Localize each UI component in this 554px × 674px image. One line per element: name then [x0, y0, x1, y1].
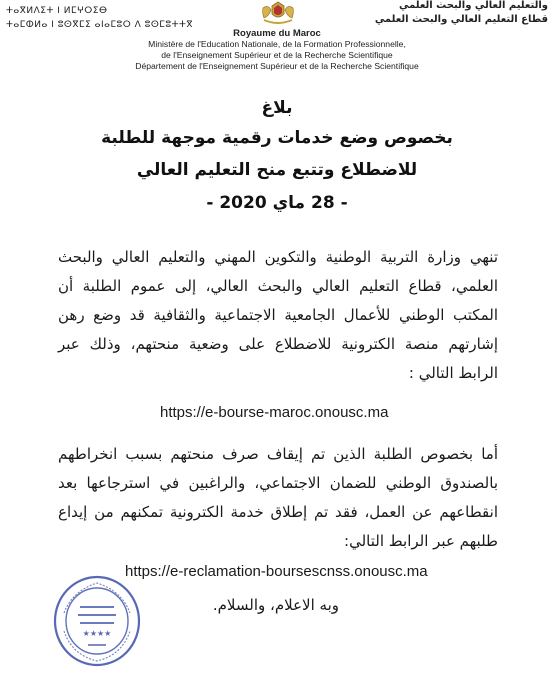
- closing-line: وبه الاعلام، والسلام.: [212, 596, 339, 614]
- coat-of-arms-icon: [258, 0, 298, 24]
- french-header: [0, 28, 554, 72]
- subject-line-1: بخصوص وضع خدمات رقمية موجهة للطلبة: [101, 128, 453, 148]
- communique-heading: بلاغ: [261, 98, 293, 118]
- body-paragraph-2: أما بخصوص الطلبة الذين تم إيقاف صرف منحتهم بسبب انخراطهم بالصندوق الوطني للضمان الاجتماعي، والراغبين في استرجاعها بعد انقطاعهم عن العمل، فقد تم إطلاق خدمة الكترونية تمكنهم من إيداع طلبهم عبر الرابط التالي:: [58, 445, 498, 550]
- tifinagh-line-1: ⵜⴰⴳⵍⴷⵉⵜ ⵏ ⵍⵎⵖⵔⵉⴱ: [6, 6, 108, 16]
- kingdom-name: Royaume du Maroc: [233, 28, 321, 39]
- subject-line-2: للاضطلاع وتتبع منح التعليم العالي: [136, 160, 418, 180]
- ministry-line-2: de l'Enseignement Supérieur et de la Recherche Scientifique: [161, 50, 393, 60]
- e-reclamation-link[interactable]: https://e-reclamation-boursescnss.onousc.ma: [125, 563, 428, 580]
- e-bourse-link[interactable]: https://e-bourse-maroc.onousc.ma: [160, 404, 389, 421]
- body-paragraph-1: تنهي وزارة التربية الوطنية والتكوين المهني والتعليم العالي والبحث العلمي، قطاع التعليم العالي والبحث العالي، إلى عموم الطلبة أن المكتب الوطني للأعمال الجامعية الاجتماعية والثقافية قد وضع رهن إشارتهم منصة الكترونية للاضطلاع على وضعية منحتهم، وذلك عبر الرابط التالي :: [58, 248, 498, 382]
- svg-text:★★★★: ★★★★: [82, 629, 112, 638]
- official-stamp-icon: [52, 573, 142, 668]
- communique-date: - 28 ماي 2020 -: [206, 193, 348, 213]
- department-line: Département de l'Enseignement Supérieur et de la Recherche Scientifique: [135, 61, 419, 71]
- ministry-line-1: Ministère de l'Education Nationale, de la Formation Professionnelle,: [148, 39, 406, 49]
- tifinagh-line-2: ⵜⴰⵎⵀⵍⴰ ⵏ ⵓⵙⴳⵎⵉ ⴰⵏⴰⵎⵓⵔ ⴷ ⵓⵙⵎⵓⵜⵜⴳ: [6, 20, 194, 30]
- arabic-header-line-1: والتعليم العالي والبحث العلمي: [398, 0, 548, 11]
- arabic-header-line-2: قطاع التعليم العالي والبحث العلمي: [374, 14, 548, 25]
- letterhead: [0, 0, 554, 80]
